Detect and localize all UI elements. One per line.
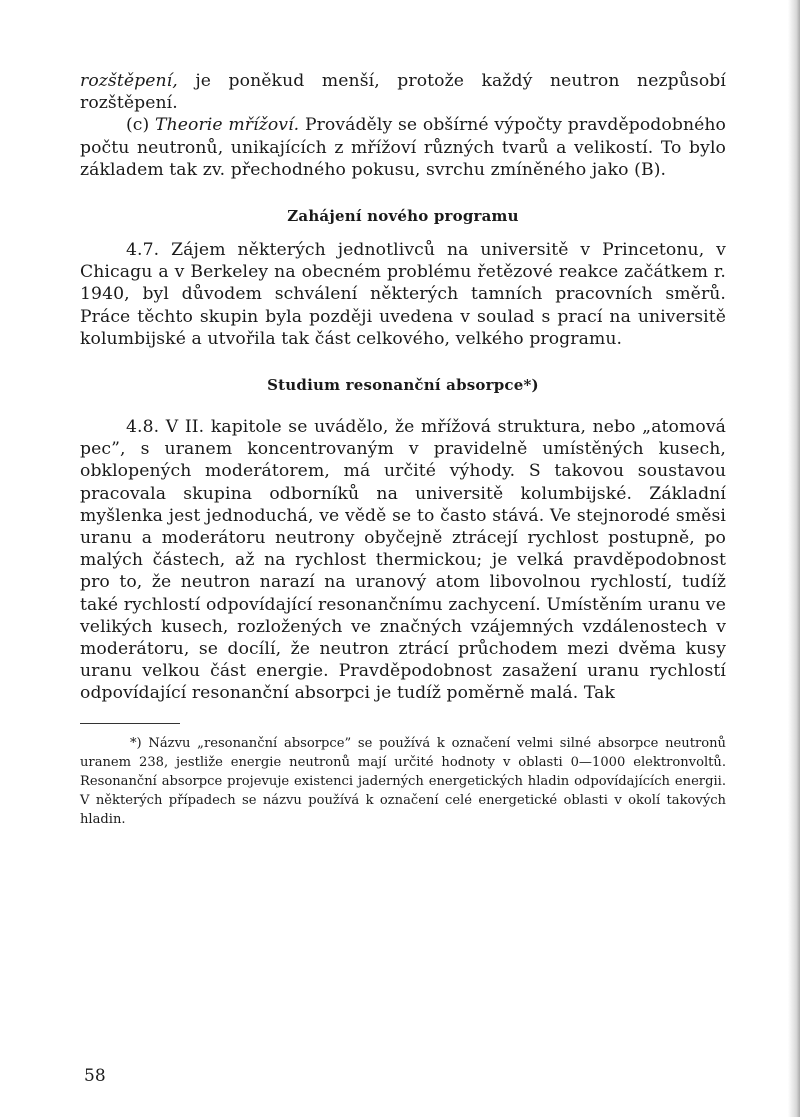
paragraph-4-7: 4.7. Zájem některých jednotlivců na universitě v Princetonu, v Chicagu a v Berkeley na obecném problému řetězové reakce začátkem r. 1940, byl důvodem schválení některých tamních pracovních směrů. Práce těchto skupin byla později uvedena v soulad s prací na universitě kolumbijské a utvořila tak část celkového, velkého programu. [80,240,726,349]
paragraph-lattice-theory [80,114,726,181]
italic-term: Theorie mřížoví. [155,115,300,136]
page-body [80,70,726,829]
italic-term: rozštěpení, [80,71,178,91]
footnote: *) Názvu „resonanční absorpce” se používá k označení velmi silné absorpce neutronů uranem 238, jestliže energie neutronů mají určité hodnoty v oblasti 0—1000 elektronvoltů. Resonanční absorpce projevuje existenci jaderných energetických hladin odpovídajících energii. V některých případech se názvu používá k označení celé energetické oblasti v okolí takových hladin. [80,735,726,827]
page-number: 58 [84,1066,106,1086]
paragraph-4-8: 4.8. V II. kapitole se uvádělo, že mřížová struktura, nebo „atomová pec”, s uranem koncentrovaným v pravidelně umístěných kusech, obklopených moderátorem, má určité výhody. S takovou soustavou pracovala skupina odborníků na universitě kolumbijské. Základní myšlenka jest jednoduchá, ve vědě se to často stává. Ve stejnorodé směsi uranu a moderátoru neutrony obyčejně ztrácejí rychlost postupně, po malých částech, až na rychlost thermickou; je velká pravděpodobnost pro to, že neutron narazí na uranový atom libovolnou rychlostí, tudíž také rychlostí odpovídající resonančnímu zachycení. Umístěním uranu ve velikých kusech, rozložených ve značných vzájemných vzdálenostech v moderátoru, se docílí, že neutron ztrácí průchodem mezi dvěma kusy uranu velkou část energie. Pravděpodobnost zasažení uranu rychlostí odpovídající resonanční absorpci je tudíž poměrně malá. Tak [80,417,726,704]
footnote-divider [80,723,180,724]
scan-edge-shadow [788,0,800,1117]
paragraph-text: je poněkud menší, protože každý neutron nezpůsobí rozštěpení. [80,71,726,114]
section-heading-new-program: Zahájení nového programu [287,207,519,226]
paragraph-text: Prováděly se obšírné výpočty pravděpodobného počtu neutronů, unikajících z mřížoví různých tvarů a velikostí. To bylo základem tak zv. přechodného pokusu, svrchu zmíněného jako (B). [80,115,726,180]
paragraph-continuation [80,70,726,114]
item-label: (c) [126,115,156,136]
section-heading-resonance-absorption: Studium resonanční absorpce*) [267,376,539,395]
